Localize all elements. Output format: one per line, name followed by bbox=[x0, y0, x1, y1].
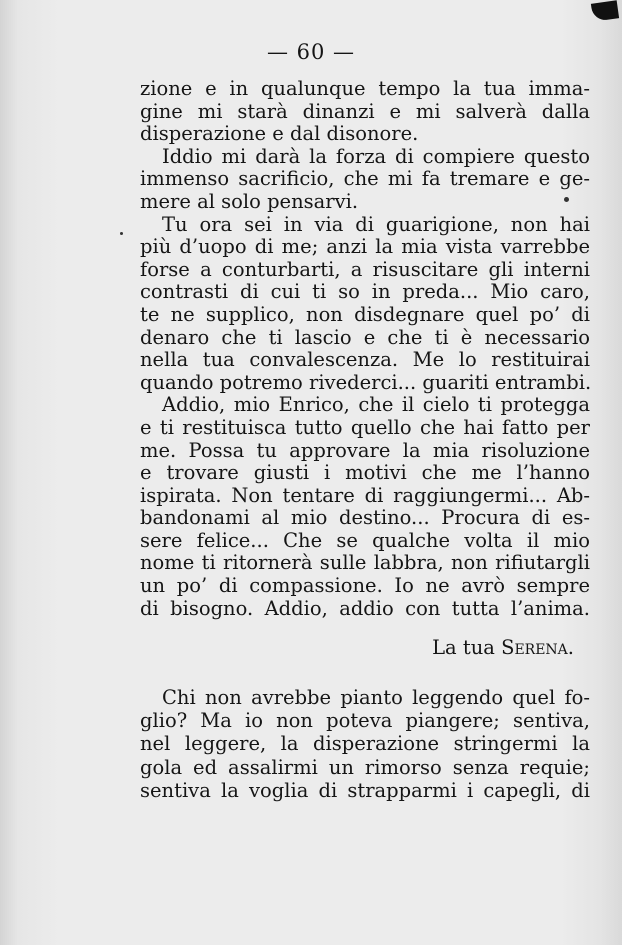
text-line: gola ed assalirmi un rimorso senza requie; bbox=[140, 755, 590, 779]
text-line: Iddio mi darà la forza di compiere questo bbox=[162, 144, 590, 168]
text-line: sere felice... Che se qualche volta il mio bbox=[140, 528, 590, 552]
text-line: bandonami al mio destino... Procura di es- bbox=[140, 506, 590, 530]
text-line: nome ti ritornerà sulle labbra, non rifiutargli bbox=[140, 551, 590, 575]
text-line: me. Possa tu approvare la mia risoluzione bbox=[140, 438, 590, 462]
page-number: — 60 — bbox=[266, 40, 356, 64]
ink-speck bbox=[120, 232, 123, 235]
text-line: disperazione e dal disonore. bbox=[140, 122, 419, 146]
text-line: più d’uopo di me; anzi la mia vista varrebbe bbox=[140, 235, 590, 259]
narrative-text bbox=[140, 686, 590, 802]
letter-text bbox=[140, 78, 590, 620]
text-line: un po’ di compassione. Io ne avrò sempre bbox=[140, 574, 590, 598]
text-line: Tu ora sei in via di guarigione, non hai bbox=[162, 212, 590, 236]
text-line: quando potremo rivederci... guariti entrambi. bbox=[140, 370, 592, 394]
text-line: mere al solo pensarvi. bbox=[140, 189, 359, 213]
ink-corner-mark bbox=[591, 0, 619, 21]
signature-name: Serena. bbox=[501, 636, 574, 659]
text-line: sentiva la voglia di strapparmi i capegli, di bbox=[140, 778, 590, 802]
text-line: forse a conturbarti, a risuscitare gli interni bbox=[140, 257, 590, 281]
text-line: ispirata. Non tentare di raggiungermi... Ab- bbox=[140, 483, 590, 507]
letter-signature bbox=[140, 636, 574, 659]
text-line: contrasti di cui ti so in preda... Mio caro, bbox=[140, 280, 590, 304]
text-line: Chi non avrebbe pianto leggendo quel fo- bbox=[162, 686, 590, 709]
text-line: e ti restituisca tutto quello che hai fatto per bbox=[140, 415, 590, 439]
text-line: e trovare giusti i motivi che me l’hanno bbox=[140, 461, 590, 485]
text-line: nel leggere, la disperazione stringermi la bbox=[140, 732, 590, 756]
signature-prefix: La tua bbox=[432, 636, 502, 659]
text-line: denaro che ti lascio e che ti è necessario bbox=[140, 325, 590, 349]
text-line: Addio, mio Enrico, che il cielo ti protegga bbox=[162, 393, 590, 417]
text-line: immenso sacrificio, che mi fa tremare e ge- bbox=[140, 167, 590, 191]
text-line: di bisogno. Addio, addio con tutta l’anima. bbox=[140, 596, 590, 620]
text-line: zione e in qualunque tempo la tua imma- bbox=[140, 77, 590, 100]
text-line: nella tua convalescenza. Me lo restituirai bbox=[140, 348, 590, 372]
text-line: te ne supplico, non disdegnare quel po’ di bbox=[140, 302, 590, 326]
text-line: glio? Ma io non poteva piangere; sentiva, bbox=[140, 709, 590, 733]
text-line: gine mi starà dinanzi e mi salverà dalla bbox=[140, 99, 590, 123]
